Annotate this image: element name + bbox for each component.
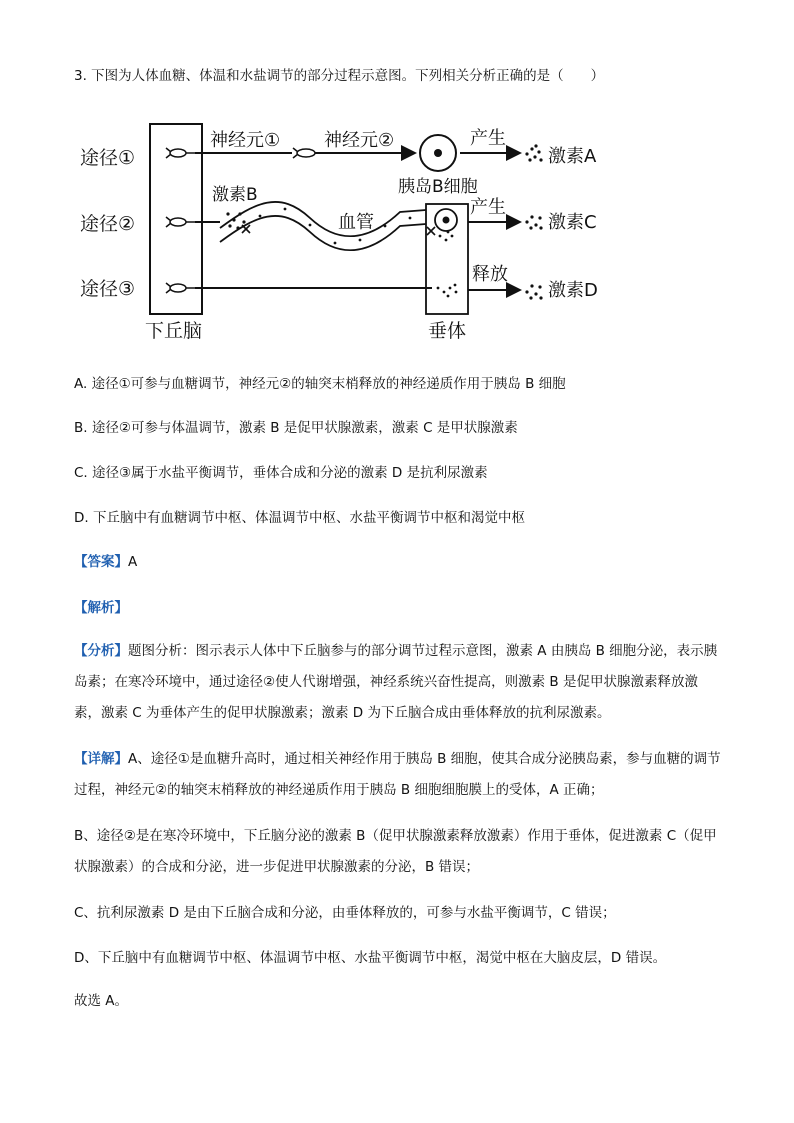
regulation-diagram bbox=[70, 110, 630, 350]
islet-b-cell-label: 胰岛B细胞 bbox=[398, 177, 478, 197]
pituitary-dots bbox=[437, 284, 458, 298]
conclusion: 故选 A。 bbox=[74, 993, 129, 1009]
hormone-b-label: 激素B bbox=[212, 185, 258, 205]
hormone-c-label: 激素C bbox=[548, 212, 597, 233]
neuron2-icon bbox=[293, 148, 315, 158]
question-stem: 3. 下图为人体血糖、体温和水盐调节的部分过程示意图。下列相关分析正确的是（ ） bbox=[74, 68, 605, 84]
option-a: A. 途径①可参与血糖调节，神经元②的轴突末梢释放的神经递质作用于胰岛 B 细胞 bbox=[74, 376, 566, 392]
neuron2-label: 神经元② bbox=[324, 130, 395, 151]
route3-label: 途径③ bbox=[80, 278, 136, 300]
answer-tag: 【答案】 bbox=[74, 554, 128, 570]
route1-label: 途径① bbox=[80, 147, 136, 169]
xiangjie-a-paragraph bbox=[74, 744, 724, 806]
pituitary-label: 垂体 bbox=[428, 320, 467, 342]
hormone-a-label: 激素A bbox=[548, 146, 597, 167]
produce1-label: 产生 bbox=[470, 128, 506, 149]
xiangjie-tag: 【详解】 bbox=[74, 751, 128, 767]
route2-label: 途径② bbox=[80, 213, 136, 235]
option-b: B. 途径②可参与体温调节，激素 B 是促甲状腺激素，激素 C 是甲状腺激素 bbox=[74, 420, 518, 436]
release-label: 释放 bbox=[472, 264, 508, 285]
hormone-a-dots bbox=[525, 144, 542, 161]
neuron-icon-1 bbox=[166, 148, 195, 158]
blood-vessel-label: 血管 bbox=[338, 212, 374, 233]
fenxi-text: 题图分析：图示表示人体中下丘脑参与的部分调节过程示意图，激素 A 由胰岛 B 细胞分泌，表示胰岛素；在寒冷环境中，通过途径②使人代谢增强，神经系统兴奋性提高，则激素 B 是促甲状腺激素释放激素，激素 C 为垂体产生的促甲状腺激素；激素 D 为下丘脑合成由垂体释放的抗利尿激素。 bbox=[74, 643, 718, 721]
neuron1-label: 神经元① bbox=[210, 130, 281, 151]
neuron-icon-2 bbox=[166, 217, 195, 227]
analysis-heading bbox=[74, 598, 128, 618]
fenxi-tag: 【分析】 bbox=[74, 643, 128, 659]
option-d: D. 下丘脑中有血糖调节中枢、体温调节中枢、水盐平衡调节中枢和渴觉中枢 bbox=[74, 510, 525, 526]
hormone-c-dots bbox=[525, 215, 542, 229]
answer-value: A bbox=[128, 554, 138, 570]
blood-vessel-lower bbox=[220, 216, 426, 250]
fenxi-paragraph bbox=[74, 636, 724, 729]
option-c: C. 途径③属于水盐平衡调节，垂体合成和分泌的激素 D 是抗利尿激素 bbox=[74, 465, 488, 481]
xiangjie-d-paragraph: D、下丘脑中有血糖调节中枢、体温调节中枢、水盐平衡调节中枢，渴觉中枢在大脑皮层，D 错误。 bbox=[74, 950, 667, 966]
produce2-label: 产生 bbox=[470, 197, 506, 218]
analysis-tag: 【解析】 bbox=[74, 600, 128, 616]
hormone-d-dots bbox=[525, 284, 542, 299]
hormone-d-label: 激素D bbox=[548, 280, 598, 301]
neuron-icon-3 bbox=[166, 283, 195, 293]
answer-line bbox=[74, 552, 137, 572]
xiangjie-b-paragraph: B、途径②是在寒冷环境中，下丘脑分泌的激素 B（促甲状腺激素释放激素）作用于垂体，促进激素 C（促甲状腺激素）的合成和分泌，进一步促进甲状腺激素的分泌，B 错误； bbox=[74, 828, 717, 875]
xiangjie-c-paragraph: C、抗利尿激素 D 是由下丘脑合成和分泌，由垂体释放的，可参与水盐平衡调节，C 错误； bbox=[74, 905, 616, 921]
hypothalamus-label: 下丘脑 bbox=[145, 320, 203, 342]
xiangjie-a-text: A、途径①是血糖升高时，通过相关神经作用于胰岛 B 细胞，使其合成分泌胰岛素，参与血糖的调节过程，神经元②的轴突末梢释放的神经递质作用于胰岛 B 细胞细胞膜上的受体，A 正确； bbox=[74, 751, 721, 798]
